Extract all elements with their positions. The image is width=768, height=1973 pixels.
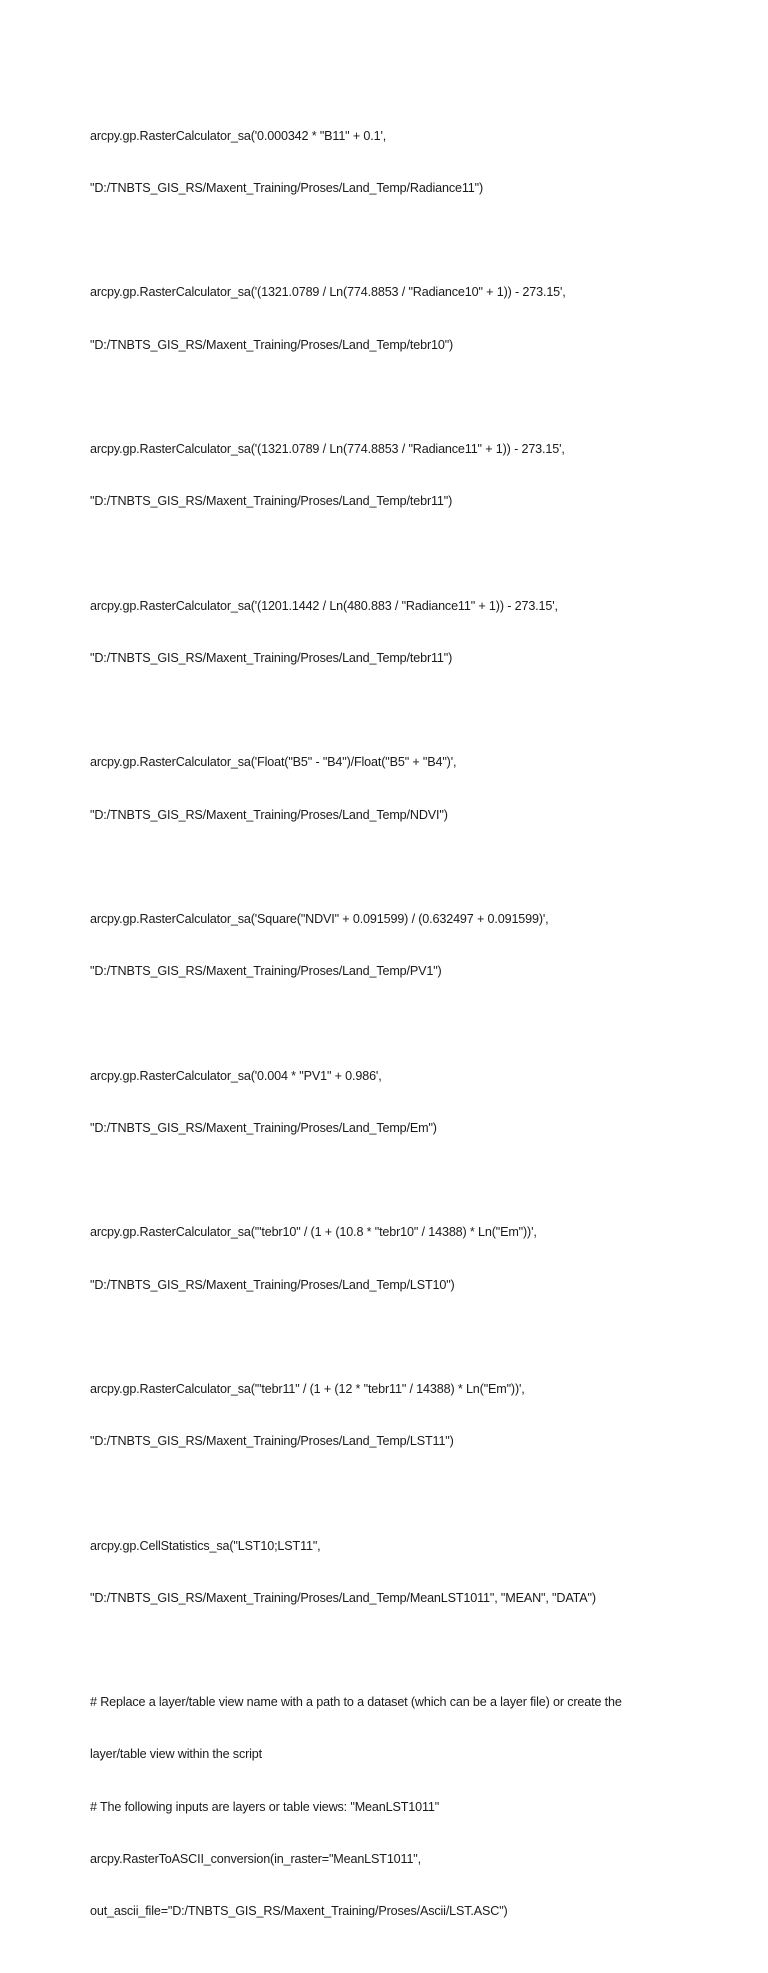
code-line: arcpy.gp.RasterCalculator_sa('"tebr11" / (1 + (12 * "tebr11" / 14388) * Ln("Em"))', bbox=[90, 1381, 525, 1396]
code-line: "D:/TNBTS_GIS_RS/Maxent_Training/Proses/Land_Temp/NDVI") bbox=[90, 807, 448, 822]
code-line: arcpy.gp.RasterCalculator_sa('(1201.1442 / Ln(480.883 / "Radiance11" + 1)) - 273.15', bbox=[90, 598, 558, 613]
code-paragraph-5 bbox=[90, 720, 730, 859]
code-paragraph-8 bbox=[90, 1189, 730, 1328]
document-content bbox=[90, 93, 730, 1973]
code-line: arcpy.gp.RasterCalculator_sa('(1321.0789 / Ln(774.8853 / "Radiance11" + 1)) - 273.15', bbox=[90, 442, 565, 457]
code-line: "D:/TNBTS_GIS_RS/Maxent_Training/Proses/Land_Temp/tebr11") bbox=[90, 650, 453, 665]
code-line: arcpy.gp.RasterCalculator_sa('"tebr10" / (1 + (10.8 * "tebr10" / 14388) * Ln("Em"))', bbox=[90, 1225, 537, 1240]
comment-line: layer/table view within the script bbox=[90, 1747, 262, 1762]
code-paragraph-2 bbox=[90, 250, 730, 389]
code-line: "D:/TNBTS_GIS_RS/Maxent_Training/Proses/Land_Temp/tebr11") bbox=[90, 494, 453, 509]
code-paragraph-6 bbox=[90, 876, 730, 1015]
code-line: "D:/TNBTS_GIS_RS/Maxent_Training/Proses/Land_Temp/LST11") bbox=[90, 1434, 454, 1449]
code-line: "D:/TNBTS_GIS_RS/Maxent_Training/Proses/Land_Temp/tebr10") bbox=[90, 337, 454, 352]
code-line: "D:/TNBTS_GIS_RS/Maxent_Training/Proses/Land_Temp/Radiance11") bbox=[90, 181, 484, 196]
code-line: out_ascii_file="D:/TNBTS_GIS_RS/Maxent_Training/Proses/Ascii/LST.ASC") bbox=[90, 1904, 508, 1919]
code-line: arcpy.RasterToASCII_conversion(in_raster="MeanLST1011", bbox=[90, 1851, 421, 1866]
code-line: "D:/TNBTS_GIS_RS/Maxent_Training/Proses/Land_Temp/LST10") bbox=[90, 1277, 455, 1292]
code-line: arcpy.gp.RasterCalculator_sa('0.000342 * "B11" + 0.1', bbox=[90, 128, 387, 143]
code-line: arcpy.gp.RasterCalculator_sa('Float("B5" - "B4")/Float("B5" + "B4")', bbox=[90, 755, 457, 770]
code-line: arcpy.gp.RasterCalculator_sa('0.004 * "PV1" + 0.986', bbox=[90, 1068, 382, 1083]
comment-line: # Replace a layer/table view name with a path to a dataset (which can be a layer file) or create the bbox=[90, 1695, 622, 1710]
code-line: arcpy.gp.RasterCalculator_sa('Square("NDVI" + 0.091599) / (0.632497 + 0.091599)', bbox=[90, 912, 549, 927]
code-paragraph-10 bbox=[90, 1503, 730, 1642]
code-line: arcpy.gp.CellStatistics_sa("LST10;LST11", bbox=[90, 1538, 321, 1553]
code-line: "D:/TNBTS_GIS_RS/Maxent_Training/Proses/Land_Temp/MeanLST1011", "MEAN", "DATA") bbox=[90, 1590, 596, 1605]
comment-line: # The following inputs are layers or table views: "MeanLST1011" bbox=[90, 1799, 440, 1814]
code-line: arcpy.gp.RasterCalculator_sa('(1321.0789 / Ln(774.8853 / "Radiance10" + 1)) - 273.15', bbox=[90, 285, 566, 300]
code-paragraph-1 bbox=[90, 93, 730, 232]
code-paragraph-3 bbox=[90, 406, 730, 545]
code-line: "D:/TNBTS_GIS_RS/Maxent_Training/Proses/Land_Temp/PV1") bbox=[90, 964, 442, 979]
code-paragraph-9 bbox=[90, 1346, 730, 1485]
code-paragraph-11 bbox=[90, 1659, 730, 1955]
code-line: "D:/TNBTS_GIS_RS/Maxent_Training/Proses/Land_Temp/Em") bbox=[90, 1120, 437, 1135]
code-paragraph-7 bbox=[90, 1033, 730, 1172]
code-paragraph-4 bbox=[90, 563, 730, 702]
